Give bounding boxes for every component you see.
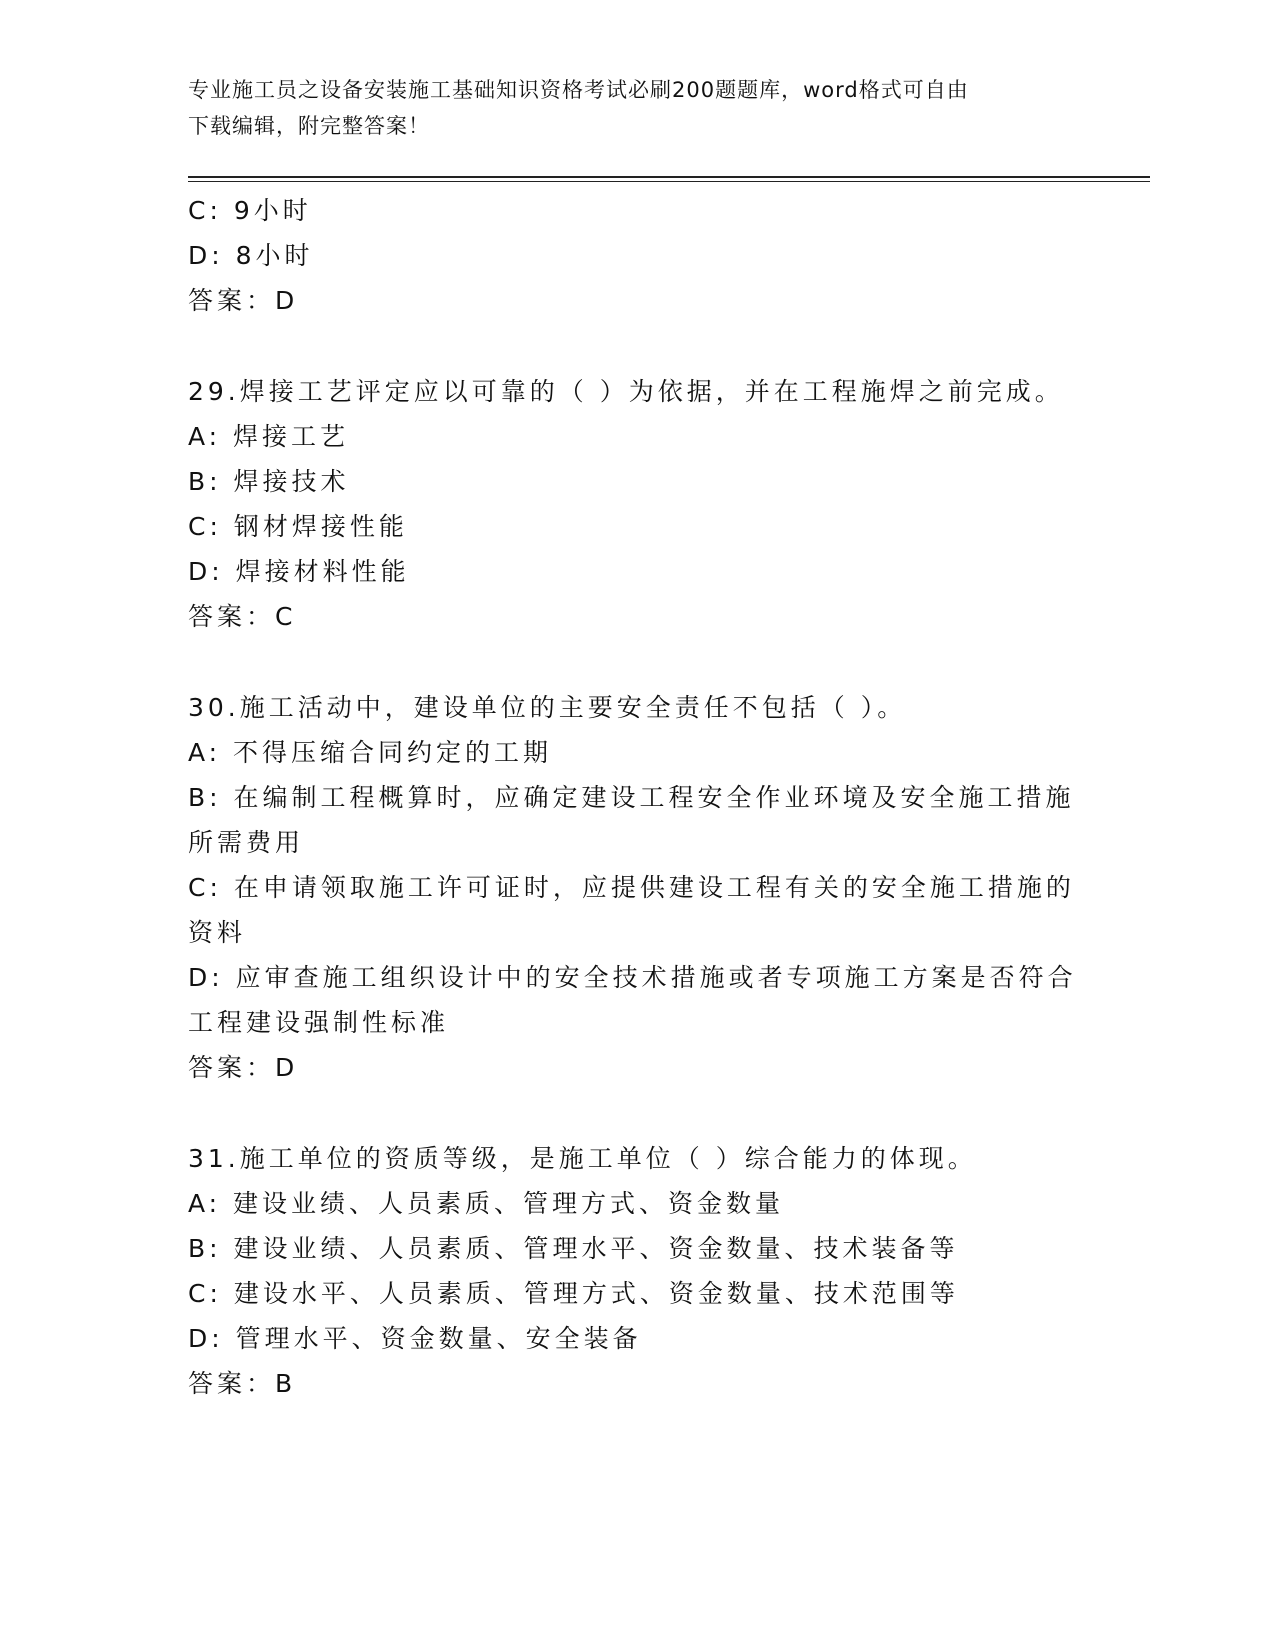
answer: 答案：D	[188, 1053, 299, 1082]
option-b: B: 建设业绩、人员素质、管理水平、资金数量、技术装备等	[188, 1234, 959, 1263]
spacer	[188, 639, 1088, 685]
option-a: A: 焊接工艺	[188, 422, 350, 451]
option-d-line-1: D: 应审查施工组织设计中的安全技术措施或者专项施工方案是否符合	[188, 963, 1077, 992]
option-c: C: 建设水平、人员素质、管理方式、资金数量、技术范围等	[188, 1279, 959, 1308]
header-title-line-1: 专业施工员之设备安装施工基础知识资格考试必刷200题题库，word格式可自由	[188, 78, 969, 102]
question-stem: 31.施工单位的资质等级，是施工单位（ ）综合能力的体现。	[188, 1144, 977, 1173]
question-stem: 29.焊接工艺评定应以可靠的（ ）为依据，并在工程施焊之前完成。	[188, 377, 1064, 406]
answer: 答案：C	[188, 602, 297, 631]
header-divider-thick	[188, 176, 1150, 178]
question-29	[188, 369, 1088, 639]
option-c: C: 钢材焊接性能	[188, 512, 408, 541]
option-c: C: 9小时	[188, 196, 312, 225]
option-a: A: 不得压缩合同约定的工期	[188, 738, 553, 767]
document-header	[188, 72, 1088, 144]
answer: 答案：B	[188, 1369, 297, 1398]
option-c-line-2: 资料	[188, 918, 247, 947]
question-list	[188, 188, 1088, 1406]
question-31	[188, 1136, 1088, 1406]
question-30	[188, 685, 1088, 1090]
option-d: D: 管理水平、资金数量、安全装备	[188, 1324, 642, 1353]
answer: 答案：D	[188, 286, 299, 315]
header-divider-thin	[188, 181, 1150, 182]
spacer	[188, 1090, 1088, 1136]
option-b-line-2: 所需费用	[188, 828, 305, 857]
header-title-line-2: 下载编辑，附完整答案！	[188, 114, 430, 138]
question-28-tail	[188, 188, 1088, 323]
spacer	[188, 323, 1088, 369]
option-d: D: 8小时	[188, 241, 314, 270]
question-stem: 30.施工活动中，建设单位的主要安全责任不包括（ ）。	[188, 693, 907, 722]
option-a: A: 建设业绩、人员素质、管理方式、资金数量	[188, 1189, 785, 1218]
option-b-line-1: B: 在编制工程概算时，应确定建设工程安全作业环境及安全施工措施	[188, 783, 1075, 812]
option-d: D: 焊接材料性能	[188, 557, 410, 586]
option-c-line-1: C: 在申请领取施工许可证时，应提供建设工程有关的安全施工措施的	[188, 873, 1075, 902]
option-d-line-2: 工程建设强制性标准	[188, 1008, 450, 1037]
option-b: B: 焊接技术	[188, 467, 350, 496]
